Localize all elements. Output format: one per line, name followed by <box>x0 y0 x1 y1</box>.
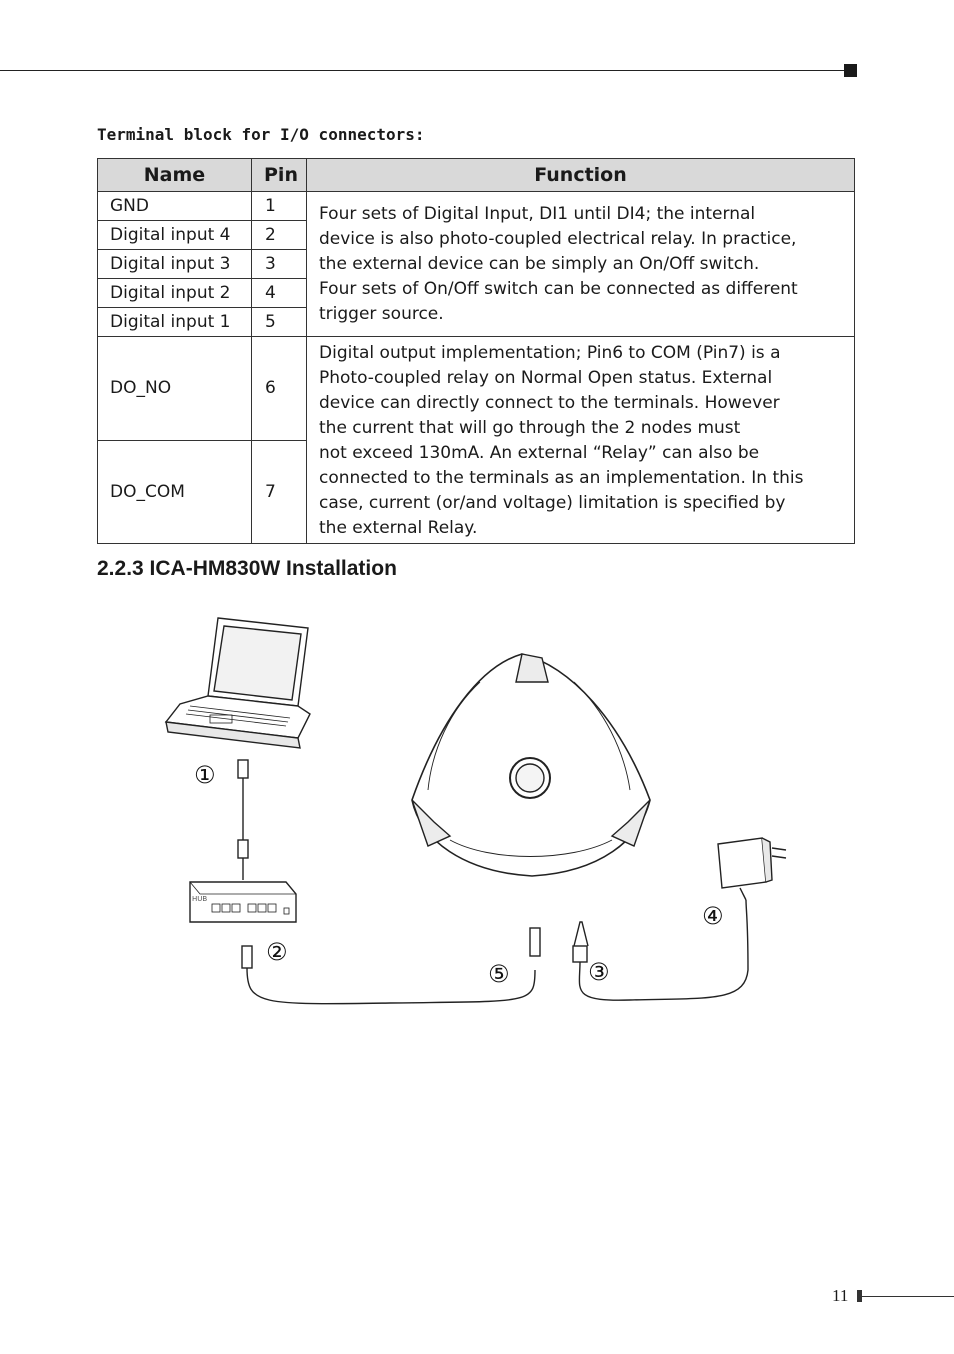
callout-3-label: ③ <box>588 958 610 986</box>
cell-name: Digital input 4 <box>98 221 252 250</box>
cell-name: DO_COM <box>98 440 252 544</box>
cell-name: GND <box>98 192 252 221</box>
function-line: Four sets of On/Off switch can be connected as different <box>319 279 798 299</box>
table-row <box>98 192 855 221</box>
table-caption: Terminal block for I/O connectors: <box>97 125 425 144</box>
section-title: 2.2.3 ICA-HM830W Installation <box>97 557 397 580</box>
callout-1-label: ① <box>194 761 216 789</box>
table-header-row <box>98 159 855 192</box>
function-line: the current that will go through the 2 nodes must <box>319 418 741 438</box>
callout-5-label: ⑤ <box>488 960 510 988</box>
page-number: 11 <box>832 1286 849 1305</box>
cell-name: Digital input 1 <box>98 308 252 337</box>
cell-function-digital-input <box>307 192 855 337</box>
function-line: not exceed 130mA. An external “Relay” can also be <box>319 443 760 463</box>
hub-label: HUB <box>192 895 208 903</box>
fisheye-camera-icon <box>412 654 650 876</box>
header-function: Function <box>307 159 855 192</box>
cell-name: DO_NO <box>98 337 252 441</box>
function-line: Digital output implementation; Pin6 to COM (Pin7) is a <box>319 343 781 363</box>
function-line: device can directly connect to the terminals. However <box>319 393 780 413</box>
function-line: Four sets of Digital Input, DI1 until DI4; the internal <box>319 204 756 224</box>
cell-pin: 4 <box>252 279 307 308</box>
callout-2-label: ② <box>266 938 288 966</box>
function-line: case, current (or/and voltage) limitation is specified by <box>319 493 786 513</box>
function-line: Photo-coupled relay on Normal Open status. External <box>319 368 773 388</box>
cell-pin: 2 <box>252 221 307 250</box>
footer-rule <box>862 1296 954 1297</box>
cell-pin: 1 <box>252 192 307 221</box>
function-line: connected to the terminals as an implementation. In this <box>319 468 804 488</box>
ethernet-cable-icon <box>238 760 248 880</box>
cell-function-digital-output <box>307 337 855 544</box>
header-square-marker <box>844 64 857 77</box>
io-connector-table <box>97 158 855 544</box>
table-row <box>98 337 855 441</box>
cell-pin: 6 <box>252 337 307 441</box>
cell-pin: 5 <box>252 308 307 337</box>
cell-name: Digital input 3 <box>98 250 252 279</box>
cell-pin: 7 <box>252 440 307 544</box>
function-line: the external Relay. <box>319 518 478 538</box>
header-pin: Pin <box>252 159 307 192</box>
cell-name: Digital input 2 <box>98 279 252 308</box>
header-rule <box>0 70 846 71</box>
header-name: Name <box>98 159 252 192</box>
function-line: the external device can be simply an On/Off switch. <box>319 254 760 274</box>
callout-4-label: ④ <box>702 902 724 930</box>
function-line: trigger source. <box>319 304 444 324</box>
laptop-icon <box>166 618 310 748</box>
function-line: device is also photo-coupled electrical relay. In practice, <box>319 229 797 249</box>
cell-pin: 3 <box>252 250 307 279</box>
installation-diagram <box>150 610 810 1020</box>
power-adapter-icon <box>718 838 786 900</box>
